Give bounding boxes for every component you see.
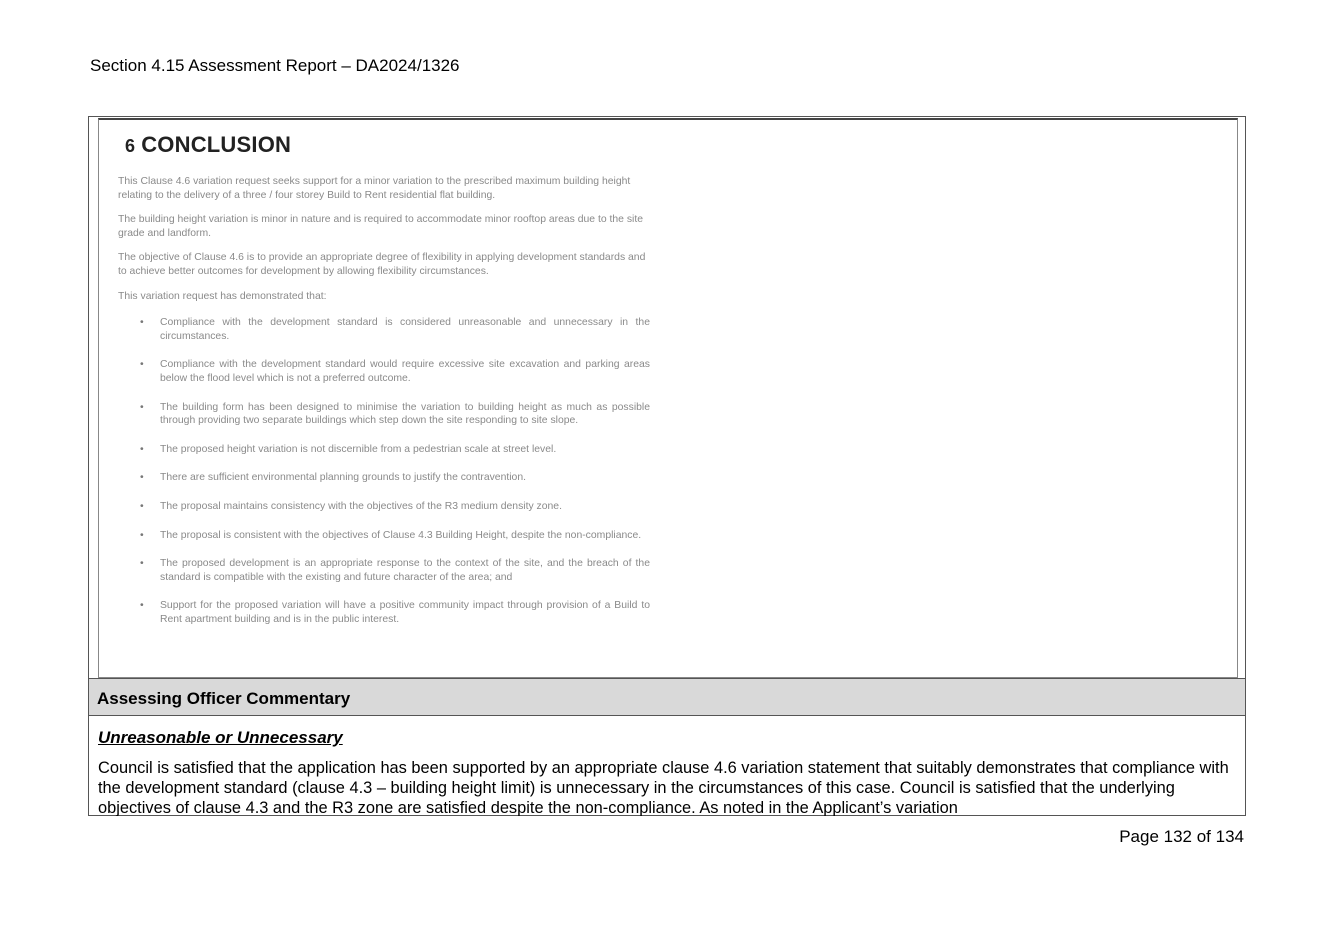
excerpt-bullet-item: • There are sufficient environmental planning grounds to justify the contravention.: [118, 471, 650, 485]
excerpt-bullet-item: • The building form has been designed to minimise the variation to building height as much as possible through providing two separate buildings which step down the site responding to site slope.: [118, 401, 650, 428]
commentary-subheading: Unreasonable or Unnecessary: [98, 728, 343, 747]
page-header-title: Section 4.15 Assessment Report – DA2024/1326: [90, 56, 460, 75]
page-number: Page 132 of 134: [1119, 827, 1244, 846]
excerpt-bullet-item: • The proposed development is an appropriate response to the context of the site, and the breach of the standard is compatible with the existing and future character of the area; and: [118, 557, 650, 584]
commentary-paragraph: Council is satisfied that the application has been supported by an appropriate clause 4.6 variation statement that suitably demonstrates that compliance with the development standard (clause 4.3 – building height limit) is unnecessary in the circumstances of this case. Council is satisfied that the underlying objectives of clause 4.3 and the R3 zone are satisfied despite the non-compliance. As noted in the Applicant’s variation: [98, 759, 1229, 816]
excerpt-bullet-item: • The proposed height variation is not discernible from a pedestrian scale at street level.: [118, 443, 650, 457]
excerpt-bullet-item: • Compliance with the development standard would require excessive site excavation and parking areas below the flood level which is not a preferred outcome.: [118, 358, 650, 385]
excerpt-body: [118, 175, 650, 641]
excerpt-bullet-item: • Support for the proposed variation will have a positive community impact through provision of a Build to Rent apartment building and is in the public interest.: [118, 599, 650, 626]
excerpt-section-heading: CONCLUSION: [141, 132, 292, 157]
excerpt-paragraph: This variation request has demonstrated that:: [118, 290, 327, 302]
excerpt-paragraph: The building height variation is minor in nature and is required to accommodate minor rooftop areas due to the site grade and landform.: [118, 214, 644, 239]
excerpt-bullet-item: • The proposal is consistent with the objectives of Clause 4.3 Building Height, despite the non-compliance.: [118, 529, 650, 543]
commentary-heading: Assessing Officer Commentary: [89, 678, 1245, 716]
excerpt-bullet-item: • The proposal maintains consistency with the objectives of the R3 medium density zone.: [118, 500, 650, 514]
excerpt-section-title: [125, 132, 291, 158]
embedded-excerpt-image: [98, 118, 1238, 678]
excerpt-paragraph: The objective of Clause 4.6 is to provide an appropriate degree of flexibility in applying development standards and to achieve better outcomes for development by allowing flexibility circumstances.: [118, 252, 646, 277]
excerpt-section-number: 6: [125, 136, 136, 156]
excerpt-paragraph: This Clause 4.6 variation request seeks support for a minor variation to the prescribed maximum building height relating to the delivery of a three / four storey Build to Rent residential flat building.: [118, 176, 631, 201]
excerpt-bullet-list: [118, 316, 650, 626]
excerpt-bullet-item: • Compliance with the development standard is considered unreasonable and unnecessary in the circumstances.: [118, 316, 650, 343]
